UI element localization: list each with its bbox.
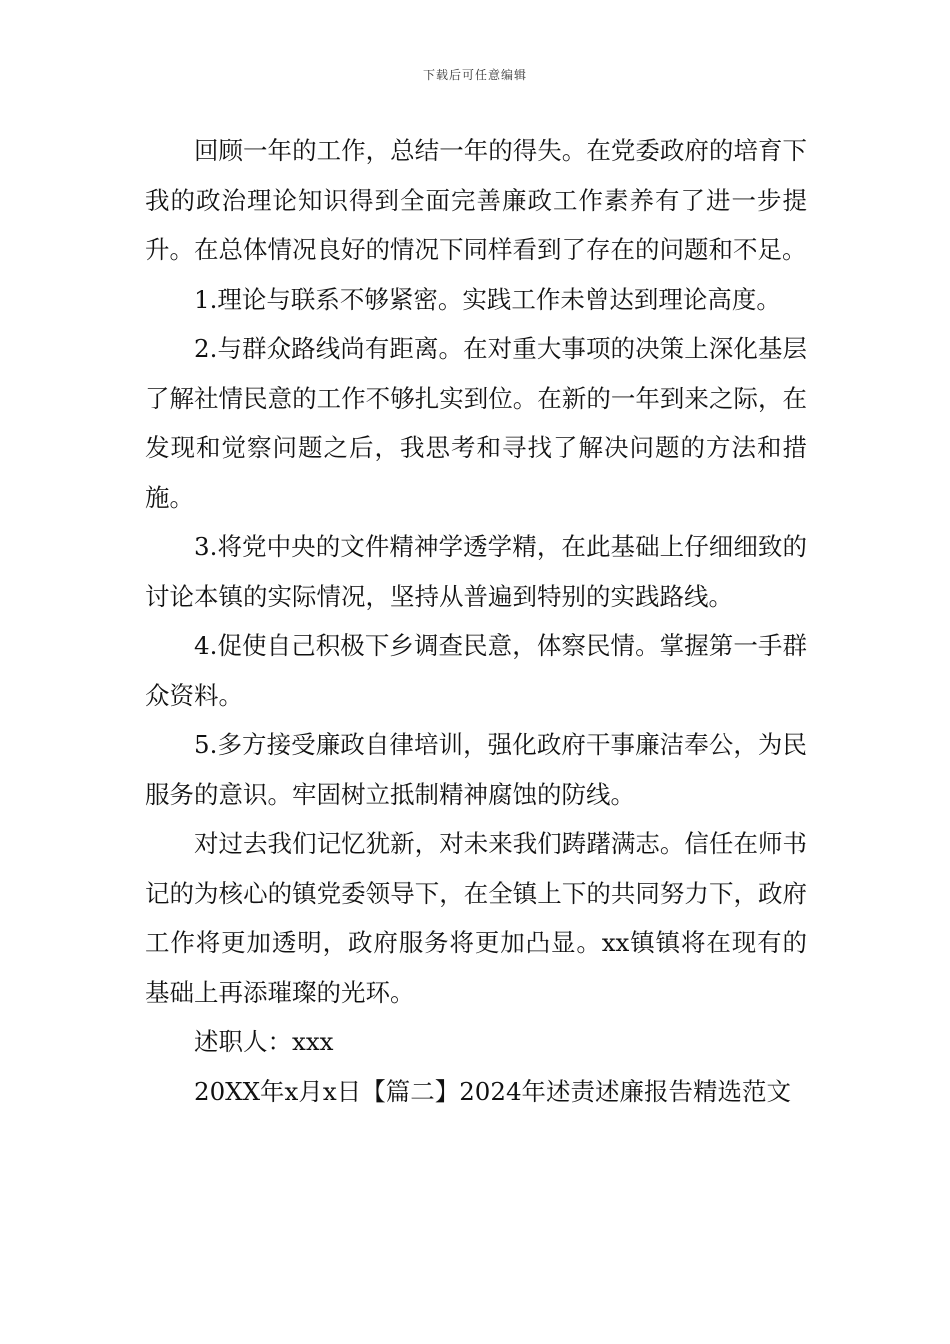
paragraph-item-2: 2.与群众路线尚有距离。在对重大事项的决策上深化基层了解社情民意的工作不够扎实到位。在新的一年到来之际，在发现和觉察问题之后，我思考和寻找了解决问题的方法和措施。 [145, 334, 807, 512]
paragraph-item-1: 1.理论与联系不够紧密。实践工作未曾达到理论高度。 [194, 284, 781, 314]
paragraph-item-3: 3.将党中央的文件精神学透学精，在此基础上仔细细致的讨论本镇的实际情况，坚持从普遍到特别的实践路线。 [145, 532, 807, 611]
paragraph-intro: 回顾一年的工作，总结一年的得失。在党委政府的培育下我的政治理论知识得到全面完善廉政工作素养有了进一步提升。在总体情况良好的情况下同样看到了存在的问题和不足。 [145, 136, 807, 264]
signature-line: 述职人：xxx [194, 1027, 334, 1056]
paragraph-item-5: 5.多方接受廉政自律培训，强化政府干事廉洁奉公，为民服务的意识。牢固树立抵制精神腐蚀的防线。 [145, 730, 807, 809]
paragraph-item-4: 4.促使自己积极下乡调查民意，体察民情。掌握第一手群众资料。 [145, 631, 807, 710]
document-body [145, 126, 807, 1116]
date-and-next-title: 20XX年x月x日【篇二】2024年述责述廉报告精选范文 [194, 1076, 792, 1106]
page-header: 下载后可任意编辑 [422, 68, 527, 82]
paragraph-conclusion: 对过去我们记忆犹新，对未来我们踌躇满志。信任在师书记的为核心的镇党委领导下，在全镇上下的共同努力下，政府工作将更加透明，政府服务将更加凸显。xx镇镇将在现有的基础上再添璀璨的光环。 [145, 829, 807, 1007]
